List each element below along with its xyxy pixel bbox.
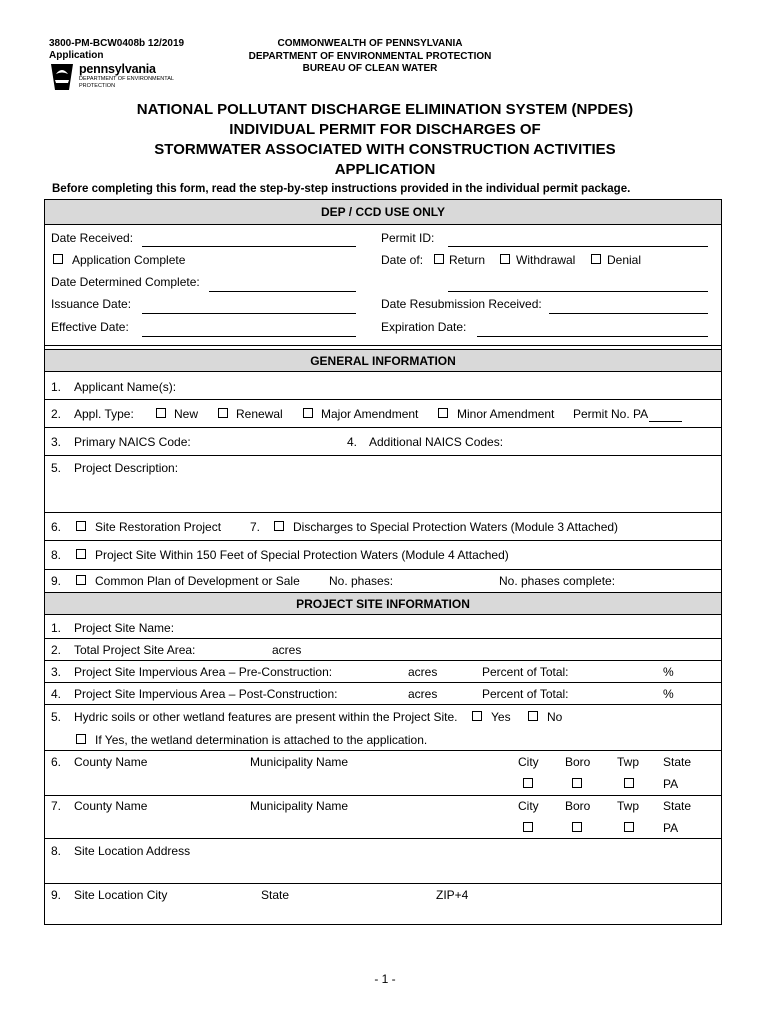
divider bbox=[45, 660, 721, 661]
item-number: 3. bbox=[51, 665, 62, 679]
document-title bbox=[60, 100, 710, 180]
agency-line1: COMMONWEALTH OF PENNSYLVANIA bbox=[277, 38, 463, 49]
wetland-attached-label: If Yes, the wetland determination is attached to the application. bbox=[95, 733, 428, 747]
divider bbox=[45, 838, 721, 839]
item-number: 6. bbox=[51, 755, 62, 769]
divider bbox=[45, 345, 721, 346]
permit-no-field[interactable] bbox=[649, 421, 682, 422]
item-number: 7. bbox=[250, 520, 261, 534]
project-description-label: Project Description: bbox=[74, 461, 179, 475]
wetland-attached-checkbox[interactable] bbox=[76, 734, 86, 744]
expiration-date-label: Expiration Date: bbox=[381, 320, 467, 334]
form-code-block bbox=[49, 38, 184, 62]
issuance-date-field[interactable] bbox=[142, 313, 356, 314]
date-of-label: Date of: bbox=[381, 253, 424, 267]
major-amendment-label: Major Amendment bbox=[321, 407, 419, 421]
minor-amendment-checkbox[interactable] bbox=[438, 408, 448, 418]
title-line3: STORMWATER ASSOCIATED WITH CONSTRUCTION ACTIVITIES bbox=[154, 141, 616, 158]
twp-checkbox[interactable] bbox=[624, 778, 634, 788]
item-number: 8. bbox=[51, 548, 62, 562]
common-plan-checkbox[interactable] bbox=[76, 575, 86, 585]
denial-checkbox[interactable] bbox=[591, 254, 601, 264]
state-pa: PA bbox=[663, 821, 679, 835]
item-number: 1. bbox=[51, 380, 62, 394]
hydric-label: Hydric soils or other wetland features are present within the Project Site. bbox=[74, 710, 458, 724]
state-pa: PA bbox=[663, 777, 679, 791]
dep-use-heading: DEP / CCD USE ONLY bbox=[45, 200, 721, 225]
title-line4: APPLICATION bbox=[334, 161, 436, 178]
hydric-yes-label: Yes bbox=[491, 710, 511, 724]
new-label: New bbox=[174, 407, 199, 421]
return-checkbox[interactable] bbox=[434, 254, 444, 264]
total-area-acres: acres bbox=[272, 643, 302, 657]
boro-label: Boro bbox=[565, 755, 591, 769]
permit-no-label: Permit No. PA bbox=[573, 407, 649, 421]
logo-word: pennsylvania bbox=[79, 62, 156, 76]
agency-line3: BUREAU OF CLEAN WATER bbox=[302, 63, 438, 74]
item-number: 2. bbox=[51, 407, 62, 421]
form-type: Application bbox=[49, 50, 104, 61]
municipality-name-label: Municipality Name bbox=[250, 755, 349, 769]
total-area-label: Total Project Site Area: bbox=[74, 643, 196, 657]
appl-type-label: Appl. Type: bbox=[74, 407, 134, 421]
boro-label: Boro bbox=[565, 799, 591, 813]
renewal-checkbox[interactable] bbox=[218, 408, 228, 418]
applicant-names-label: Applicant Name(s): bbox=[74, 380, 177, 394]
city-checkbox[interactable] bbox=[523, 822, 533, 832]
item-number: 5. bbox=[51, 710, 62, 724]
application-form bbox=[44, 199, 722, 925]
logo-sub bbox=[79, 76, 174, 89]
keystone-icon bbox=[49, 62, 75, 92]
application-complete-checkbox[interactable] bbox=[53, 254, 63, 264]
title-line1: NATIONAL POLLUTANT DISCHARGE ELIMINATION SYSTEM (NPDES) bbox=[136, 101, 634, 118]
hydric-no-checkbox[interactable] bbox=[528, 711, 538, 721]
permit-id-label: Permit ID: bbox=[381, 231, 435, 245]
pa-dep-logo bbox=[49, 62, 189, 94]
hydric-no-label: No bbox=[547, 710, 563, 724]
item-number: 5. bbox=[51, 461, 62, 475]
project-site-heading: PROJECT SITE INFORMATION bbox=[45, 592, 721, 615]
renewal-label: Renewal bbox=[236, 407, 283, 421]
effective-date-label: Effective Date: bbox=[51, 320, 129, 334]
state-label: State bbox=[663, 799, 692, 813]
item-number: 1. bbox=[51, 621, 62, 635]
no-phases-label: No. phases: bbox=[329, 574, 394, 588]
item-number: 8. bbox=[51, 844, 62, 858]
boro-checkbox[interactable] bbox=[572, 822, 582, 832]
divider bbox=[45, 427, 721, 428]
common-plan-label: Common Plan of Development or Sale bbox=[95, 574, 300, 588]
issuance-date-label: Issuance Date: bbox=[51, 297, 132, 311]
return-label: Return bbox=[449, 253, 486, 267]
divider bbox=[45, 455, 721, 456]
date-received-field[interactable] bbox=[142, 246, 356, 247]
state-label: State bbox=[663, 755, 692, 769]
boro-checkbox[interactable] bbox=[572, 778, 582, 788]
item-number: 2. bbox=[51, 643, 62, 657]
general-info-heading: GENERAL INFORMATION bbox=[45, 349, 721, 372]
permit-id-field[interactable] bbox=[448, 246, 708, 247]
item-number: 4. bbox=[51, 687, 62, 701]
primary-naics-label: Primary NAICS Code: bbox=[74, 435, 191, 449]
divider bbox=[45, 512, 721, 513]
zip-label: ZIP+4 bbox=[436, 888, 469, 902]
city-label: City bbox=[518, 755, 539, 769]
date-received-label: Date Received: bbox=[51, 231, 134, 245]
date-resubmission-label: Date Resubmission Received: bbox=[381, 297, 542, 311]
date-determined-complete-label: Date Determined Complete: bbox=[51, 275, 200, 289]
project-site-name-label: Project Site Name: bbox=[74, 621, 175, 635]
item-number: 3. bbox=[51, 435, 62, 449]
agency-block bbox=[230, 38, 510, 76]
divider bbox=[45, 638, 721, 639]
divider bbox=[45, 540, 721, 541]
divider bbox=[45, 883, 721, 884]
item-number: 9. bbox=[51, 888, 62, 902]
new-checkbox[interactable] bbox=[156, 408, 166, 418]
imp-post-pct: % bbox=[663, 687, 674, 701]
divider bbox=[45, 795, 721, 796]
site-state-label: State bbox=[261, 888, 290, 902]
minor-amendment-label: Minor Amendment bbox=[457, 407, 555, 421]
no-phases-complete-label: No. phases complete: bbox=[499, 574, 616, 588]
within-150-label: Project Site Within 150 Feet of Special Protection Waters (Module 4 Attached) bbox=[95, 548, 509, 562]
divider bbox=[45, 682, 721, 683]
imp-pre-acres: acres bbox=[408, 665, 438, 679]
city-checkbox[interactable] bbox=[523, 778, 533, 788]
twp-label: Twp bbox=[617, 799, 640, 813]
divider bbox=[45, 704, 721, 705]
city-label: City bbox=[518, 799, 539, 813]
item-number: 4. bbox=[347, 435, 358, 449]
title-line2: INDIVIDUAL PERMIT FOR DISCHARGES OF bbox=[229, 121, 541, 138]
expiration-date-field[interactable] bbox=[477, 336, 708, 337]
imp-pre-label: Project Site Impervious Area – Pre-Construction: bbox=[74, 665, 333, 679]
item-number: 6. bbox=[51, 520, 62, 534]
imp-post-percent-label: Percent of Total: bbox=[482, 687, 569, 701]
withdrawal-checkbox[interactable] bbox=[500, 254, 510, 264]
discharges-special-label: Discharges to Special Protection Waters (Module 3 Attached) bbox=[293, 520, 619, 534]
date-determined-complete-field[interactable] bbox=[209, 291, 356, 292]
agency-line2: DEPARTMENT OF ENVIRONMENTAL PROTECTION bbox=[248, 50, 492, 62]
major-amendment-checkbox[interactable] bbox=[303, 408, 313, 418]
imp-pre-percent-label: Percent of Total: bbox=[482, 665, 569, 679]
effective-date-field[interactable] bbox=[142, 336, 356, 337]
site-restoration-label: Site Restoration Project bbox=[95, 520, 222, 534]
discharges-special-checkbox[interactable] bbox=[274, 521, 284, 531]
site-location-address-label: Site Location Address bbox=[74, 844, 191, 858]
imp-post-acres: acres bbox=[408, 687, 438, 701]
date-of-field[interactable] bbox=[448, 291, 708, 292]
twp-checkbox[interactable] bbox=[624, 822, 634, 832]
withdrawal-label: Withdrawal bbox=[516, 253, 576, 267]
item-number: 7. bbox=[51, 799, 62, 813]
divider bbox=[45, 569, 721, 570]
site-location-city-label: Site Location City bbox=[74, 888, 168, 902]
imp-post-label: Project Site Impervious Area – Post-Construction: bbox=[74, 687, 338, 701]
denial-label: Denial bbox=[607, 253, 642, 267]
page-number: - 1 - bbox=[374, 972, 396, 986]
item-number: 9. bbox=[51, 574, 62, 588]
county-name-label: County Name bbox=[74, 755, 148, 769]
site-restoration-checkbox[interactable] bbox=[76, 521, 86, 531]
within-150-checkbox[interactable] bbox=[76, 549, 86, 559]
imp-pre-pct: % bbox=[663, 665, 674, 679]
county-name-label: County Name bbox=[74, 799, 148, 813]
divider bbox=[45, 399, 721, 400]
twp-label: Twp bbox=[617, 755, 640, 769]
logo-sub-line2: PROTECTION bbox=[79, 82, 116, 89]
instructions: Before completing this form, read the step-by-step instructions provided in the individual permit package. bbox=[52, 183, 631, 195]
application-complete-label: Application Complete bbox=[72, 253, 186, 267]
form-code: 3800-PM-BCW0408b 12/2019 bbox=[49, 38, 185, 49]
date-resubmission-field[interactable] bbox=[549, 313, 708, 314]
logo-sub-line1: DEPARTMENT OF ENVIRONMENTAL bbox=[79, 76, 174, 82]
hydric-yes-checkbox[interactable] bbox=[472, 711, 482, 721]
additional-naics-label: Additional NAICS Codes: bbox=[369, 435, 504, 449]
divider bbox=[45, 750, 721, 751]
municipality-name-label: Municipality Name bbox=[250, 799, 349, 813]
